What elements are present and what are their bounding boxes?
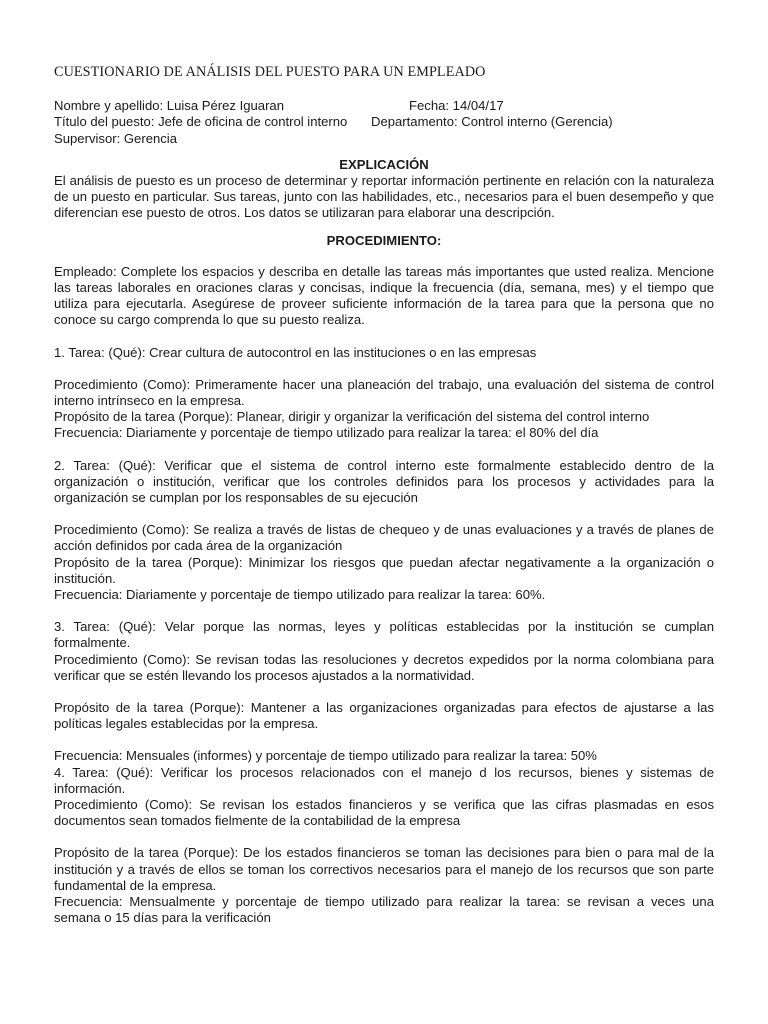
task-4-how: Procedimiento (Como): Se revisan los estados financieros y se verifica que las cifras plasmadas en esos documentos sean tomados fielmente de la contabilidad de la empresa [54,797,714,829]
task-2-why: Propósito de la tarea (Porque): Minimizar los riesgos que puedan afectar negativamente a la organización o institución. [54,554,714,586]
task-4-frequency: Frecuencia: Mensualmente y porcentaje de tiempo utilizado para realizar la tarea: se revisan a veces una semana o 15 días para la verificación [54,894,714,926]
department-field: Departamento: Control interno (Gerencia) [371,114,613,130]
task-4-why: Propósito de la tarea (Porque): De los estados financieros se toman las decisiones para bien o para mal de la institución y a través de ellos se toman los correctivos necesarios para el manejo de los recursos que son parte fundamental de la empresa. [54,845,714,893]
supervisor-field: Supervisor: Gerencia [54,130,177,146]
task-2-what: 2. Tarea: (Qué): Verificar que el sistema de control interno este formalmente establecido dentro de la organización o institución, verificar que los controles definidos para los procesos y actividades para la organización se cumplan por los responsables de su ejecución [54,457,714,506]
meta-row-name-date [54,98,714,114]
job-title: Título del puesto: Jefe de oficina de control interno [54,114,348,130]
task-1-what: 1. Tarea: (Qué): Crear cultura de autocontrol en las instituciones o en las empresas [54,344,537,360]
task-2-how: Procedimiento (Como): Se realiza a través de listas de chequeo y de unas evaluaciones y a través de planes de acción definidos por cada área de la organización [54,522,714,554]
document-title: CUESTIONARIO DE ANÁLISIS DEL PUESTO PARA UN EMPLEADO [54,64,486,80]
explicacion-paragraph: El análisis de puesto es un proceso de determinar y reportar información pertinente en relación con la naturaleza de un puesto en particular. Sus tareas, junto con las habilidades, etc., necesarios para el buen desempeño y que diferencian ese puesto de otros. Los datos se utilizaran para elaborar una descripción. [54,172,714,221]
date-field: Fecha: 14/04/17 [409,98,504,114]
task-3-why: Propósito de la tarea (Porque): Mantener a las organizaciones organizadas para efectos de ajustarse a las políticas legales establecidas por la empresa. [54,700,714,732]
task-1-why: Propósito de la tarea (Porque): Planear, dirigir y organizar la verificación del sistema del control interno [54,409,650,425]
procedimiento-paragraph: Empleado: Complete los espacios y describa en detalle las tareas más importantes que usted realiza. Mencione las tareas laborales en oraciones claras y concisas, indique la frecuencia (día, semana, mes) y el tiempo que utiliza para ejecutarla. Asegúrese de proveer suficiente información de la tarea para que la persona que no conoce su cargo comprenda lo que su puesto realiza. [54,263,714,328]
task-1-how: Procedimiento (Como): Primeramente hacer una planeación del trabajo, una evaluación del sistema de control interno intrínseco en la empresa. [54,376,714,408]
task-4-what: 4. Tarea: (Qué): Verificar los procesos relacionados con el manejo d los recursos, bienes y sistemas de información. [54,764,714,796]
employee-name: Nombre y apellido: Luisa Pérez Iguaran [54,98,284,114]
procedimiento-heading: PROCEDIMIENTO: [326,232,442,248]
meta-row-title-department [54,114,714,130]
task-1-frequency: Frecuencia: Diariamente y porcentaje de tiempo utilizado para realizar la tarea: el 80% del día [54,425,599,441]
explicacion-heading: EXPLICACIÓN [339,156,429,172]
document-content [54,64,714,926]
task-2-frequency: Frecuencia: Diariamente y porcentaje de tiempo utilizado para realizar la tarea: 60%. [54,587,546,603]
task-3-frequency: Frecuencia: Mensuales (informes) y porcentaje de tiempo utilizado para realizar la tarea: 50% [54,748,597,764]
meta-row-supervisor [54,131,714,147]
task-3-what: 3. Tarea: (Qué): Velar porque las normas, leyes y políticas establecidas por la institución se cumplan formalmente. [54,619,714,651]
task-3-how: Procedimiento (Como): Se revisan todas las resoluciones y decretos expedidos por la norma colombiana para verificar que se estén llevando los procesos ajustados a la normatividad. [54,651,714,683]
